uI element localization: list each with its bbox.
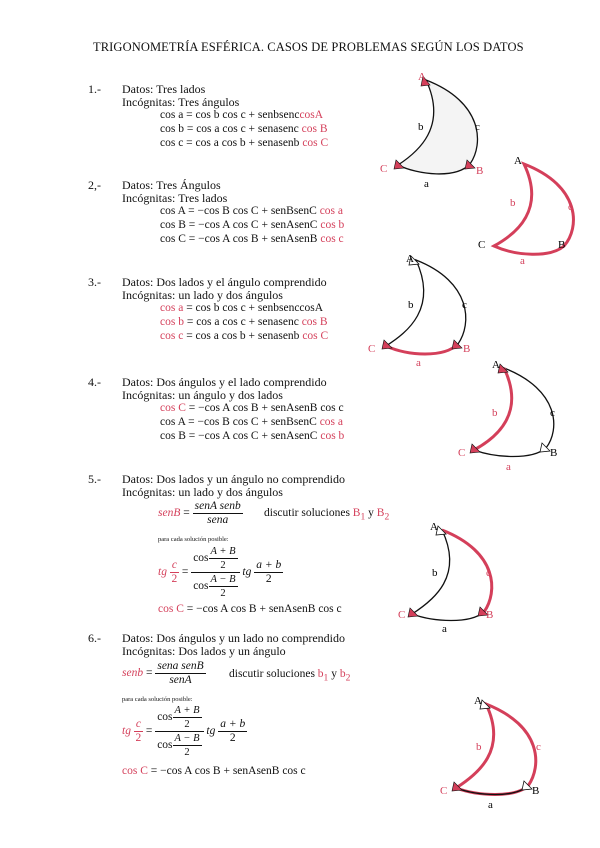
- case-incognitas: Incógnitas: Dos lados y un ángulo: [122, 644, 286, 658]
- spherical-triangle-diagram-6: [440, 694, 560, 809]
- formula-line: cos C = −cos A cos B + senAsenB cos c: [160, 233, 344, 245]
- case-incognitas: Incógnitas: un lado y dos ángulos: [122, 288, 283, 302]
- case-datos: Datos: Dos ángulos y el lado comprendido: [122, 375, 327, 389]
- formula-line: cos B = −cos A cos C + senAsenC cos b: [160, 430, 345, 442]
- spherical-triangle-diagram-5: [398, 520, 518, 635]
- formula-line: cos c = cos a cos b + senasenb cos C: [160, 330, 329, 342]
- para-cada-solucion: para cada solución posible:: [158, 536, 229, 543]
- label-C: C: [380, 163, 388, 175]
- label-a: a: [520, 255, 525, 267]
- label-C: C: [368, 343, 376, 355]
- label-B: B: [550, 447, 558, 459]
- triangle-shape: [398, 80, 477, 174]
- label-C: C: [398, 609, 406, 621]
- label-a: a: [488, 799, 493, 811]
- label-B: B: [486, 609, 494, 621]
- label-C: C: [440, 785, 448, 797]
- formula-line: cos b = cos a cos c + senasenc cos B: [160, 123, 328, 135]
- discutir-soluciones: discutir soluciones $b_1$ y $b_2$: [229, 668, 351, 684]
- case-number: 5.-: [88, 472, 101, 486]
- case-incognitas: Incógnitas: un ángulo y dos lados: [122, 388, 283, 402]
- label-A: A: [406, 253, 414, 265]
- label-a: a: [442, 623, 447, 635]
- case-datos: Datos: Dos lados y el ángulo comprendido: [122, 275, 327, 289]
- label-A: A: [430, 521, 438, 533]
- label-A: A: [492, 359, 500, 371]
- formula-line: cos a = cos b cos c + senbsenccosA: [160, 302, 324, 314]
- case-datos: Datos: Tres Ángulos: [122, 178, 221, 192]
- label-c: c: [550, 407, 555, 419]
- label-b: b: [432, 567, 438, 579]
- label-c: c: [462, 299, 467, 311]
- sine-rule-formula: senB = $\frac{\text{senA senb}}{\text{sena}}$: [158, 500, 241, 526]
- label-c: c: [536, 741, 541, 753]
- label-a: a: [424, 178, 429, 190]
- label-A: A: [474, 695, 482, 707]
- label-c: c: [568, 201, 573, 213]
- label-c: c: [475, 121, 480, 133]
- formula-line: cos C = −cos A cos B + senAsenB cos c: [160, 402, 344, 414]
- case-datos: Datos: Dos ángulos y un lado no comprendido: [122, 631, 345, 645]
- spherical-triangle-diagram-4: [458, 356, 578, 471]
- case-incognitas: Incógnitas: Tres lados: [122, 191, 228, 205]
- label-B: B: [558, 239, 566, 251]
- page-title: TRIGONOMETRÍA ESFÉRICA. CASOS DE PROBLEMAS SEGÚN LOS DATOS: [93, 40, 524, 54]
- label-C: C: [478, 239, 486, 251]
- sine-rule-formula: senb = $\frac{\text{sena senB}}{\text{senA}}$: [122, 660, 204, 686]
- case-incognitas: Incógnitas: un lado y dos ángulos: [122, 485, 283, 499]
- case-number: 2,-: [88, 178, 101, 192]
- label-b: b: [492, 407, 498, 419]
- napier-formula: tg $\frac{c}{2}$ = cos $\frac{A + B}{2}$ cos $\frac{A - B}{2}$ tg $\frac{a + b}{2}$: [158, 546, 282, 599]
- label-B: B: [532, 785, 540, 797]
- formula-line: cos b = cos a cos c + senasenc cos B: [160, 316, 328, 328]
- case-number: 4.-: [88, 375, 101, 389]
- label-B: B: [463, 343, 471, 355]
- para-cada-solucion: para cada solución posible:: [122, 696, 193, 703]
- case-datos: Datos: Dos lados y un ángulo no comprendido: [122, 472, 345, 486]
- label-C: C: [458, 447, 466, 459]
- spherical-triangle-diagram-2: [476, 152, 596, 267]
- formula-line: cos a = cos b cos c + senbsenccosA: [160, 109, 324, 121]
- discutir-soluciones: discutir soluciones $B_1$ y $B_2$: [264, 507, 390, 523]
- formula-line: cos c = cos a cos b + senasenb cos C: [160, 137, 329, 149]
- spherical-triangle-diagram-3: [366, 252, 486, 367]
- label-b: b: [418, 121, 424, 133]
- label-a: a: [506, 461, 511, 473]
- formula-line: cos A = −cos B cos C + senBsenC cos a: [160, 205, 344, 217]
- case-number: 6.-: [88, 631, 101, 645]
- label-c: c: [486, 567, 491, 579]
- napier-formula: tg $\frac{c}{2}$ = cos $\frac{A + B}{2}$ cos $\frac{A - B}{2}$ tg $\frac{a + b}{2}$: [122, 705, 246, 758]
- case-incognitas: Incógnitas: Tres ángulos: [122, 95, 240, 109]
- label-A: A: [418, 71, 426, 83]
- formula-line: cos C = −cos A cos B + senAsenB cos c: [122, 765, 306, 777]
- label-B: B: [476, 165, 484, 177]
- case-datos: Datos: Tres lados: [122, 82, 206, 96]
- label-A: A: [514, 155, 522, 167]
- label-b: b: [408, 299, 414, 311]
- case-number: 3.-: [88, 275, 101, 289]
- label-b: b: [510, 197, 516, 209]
- label-a: a: [416, 357, 421, 369]
- label-b: b: [476, 741, 482, 753]
- formula-line: cos C = −cos A cos B + senAsenB cos c: [158, 603, 342, 615]
- case-number: 1.-: [88, 82, 101, 96]
- formula-line: cos B = −cos A cos C + senAsenC cos b: [160, 219, 345, 231]
- formula-line: cos A = −cos B cos C + senBsenC cos a: [160, 416, 344, 428]
